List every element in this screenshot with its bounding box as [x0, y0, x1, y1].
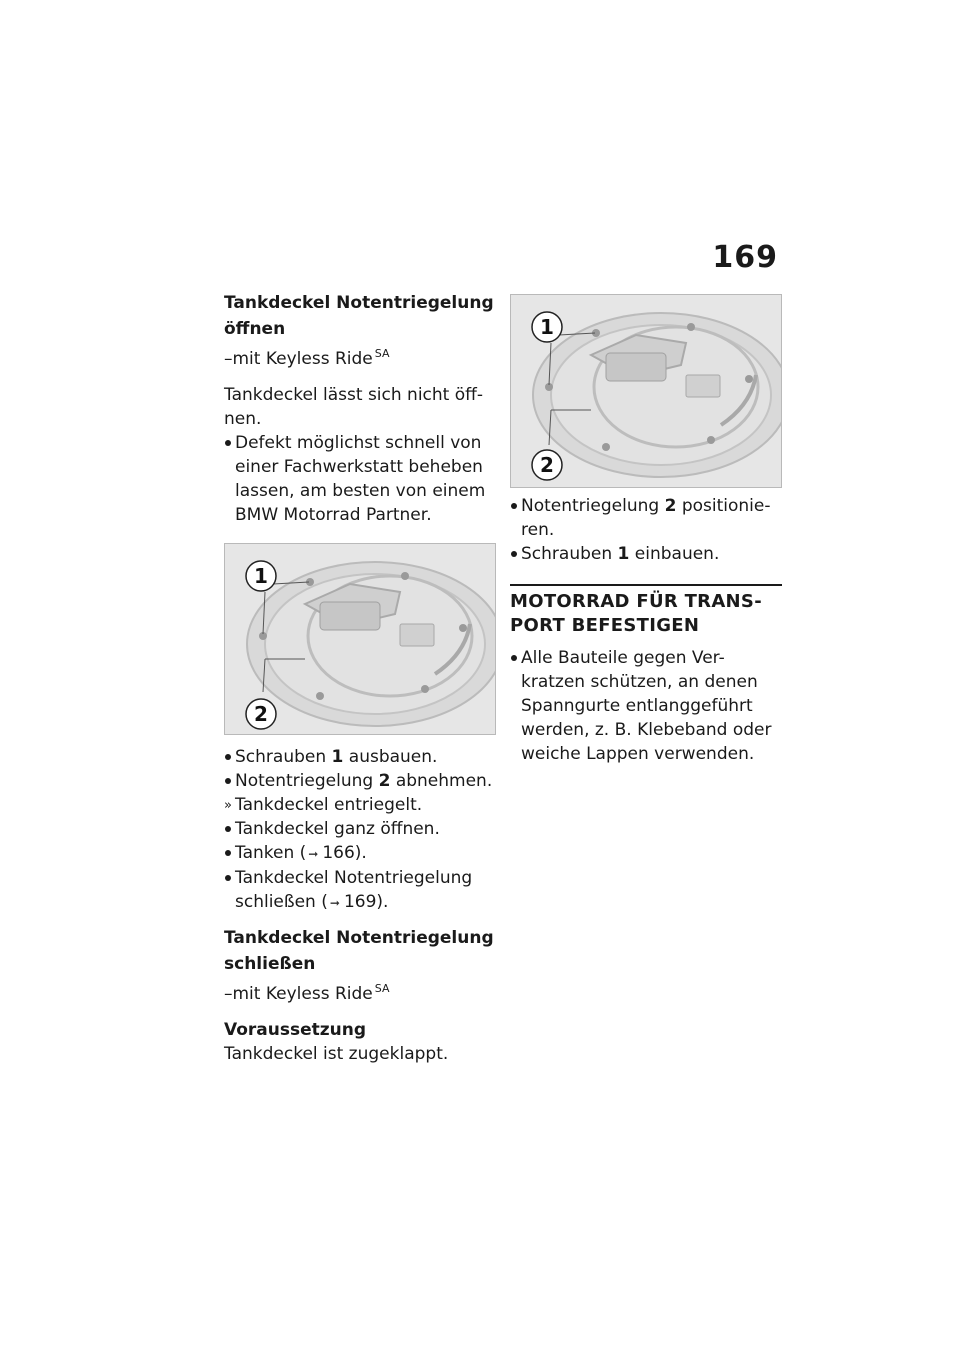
- page-number: 169: [712, 240, 778, 275]
- page-reference-link[interactable]: 169: [343, 892, 377, 912]
- problem-text: Tankdeckel lässt sich nicht öff- nen.: [224, 385, 483, 429]
- condition-keyless-ride: –mit Keyless Ride $^{SA}$: [224, 982, 390, 1004]
- fuel-cap-figure-right: [510, 294, 782, 488]
- list-item-result: » Tankdeckel entriegelt.: [224, 793, 496, 817]
- right-column: [510, 294, 782, 766]
- list-item: Tankdeckel Notentriegelung schließen ( ➞ 169).: [224, 866, 496, 915]
- callout-2: 2: [540, 453, 554, 477]
- transport-list: [510, 646, 782, 766]
- list-item: Tanken ( ➞ 166).: [224, 841, 496, 866]
- result-marker: »: [224, 798, 232, 813]
- remedy-list: [224, 431, 496, 527]
- list-item: Notentriegelung 2 abnehmen.: [235, 771, 493, 791]
- list-item: Notentriegelung 2 positionie- ren.: [521, 496, 771, 540]
- section-divider: [510, 584, 782, 586]
- callout-1: 1: [540, 315, 554, 339]
- callout-1: 1: [254, 564, 268, 588]
- page-reference-link[interactable]: 166: [322, 843, 355, 863]
- left-column: [224, 290, 496, 1066]
- prerequisite-text: Tankdeckel ist zugeklappt.: [224, 1044, 449, 1064]
- list-item: Schrauben 1 ausbauen.: [235, 747, 438, 767]
- section-title-transport: MOTORRAD FÜR TRANS- PORT BEFESTIGEN: [510, 591, 762, 636]
- list-item: Alle Bauteile gegen Ver- kratzen schützen, an denen Spanngurte entlanggeführt werden, z. B. Klebeband oder weiche Lappen verwenden.: [521, 648, 772, 764]
- page-reference-arrow-icon: ➞: [329, 896, 340, 910]
- list-item: Schrauben 1 einbauen.: [521, 544, 720, 564]
- open-steps-list: [224, 745, 496, 915]
- fuel-cap-illustration: [225, 544, 495, 734]
- condition-keyless-ride: –mit Keyless Ride $^{SA}$: [224, 347, 390, 369]
- fuel-cap-figure-left: [224, 543, 496, 735]
- section-title-open: Tankdeckel Notentriegelung öffnen: [224, 293, 494, 339]
- list-item: Tankdeckel ganz öffnen.: [235, 819, 440, 839]
- prerequisite-label: Voraussetzung: [224, 1020, 367, 1040]
- list-item: Defekt möglichst schnell von einer Fachwerkstatt beheben lassen, am besten von einem BMW Motorrad Partner.: [235, 433, 486, 525]
- callout-2: 2: [254, 702, 268, 726]
- fuel-cap-illustration: [511, 295, 781, 487]
- close-steps-list: [510, 494, 782, 566]
- section-title-close: Tankdeckel Notentriegelung schließen: [224, 928, 494, 974]
- page-reference-arrow-icon: ➞: [308, 847, 319, 861]
